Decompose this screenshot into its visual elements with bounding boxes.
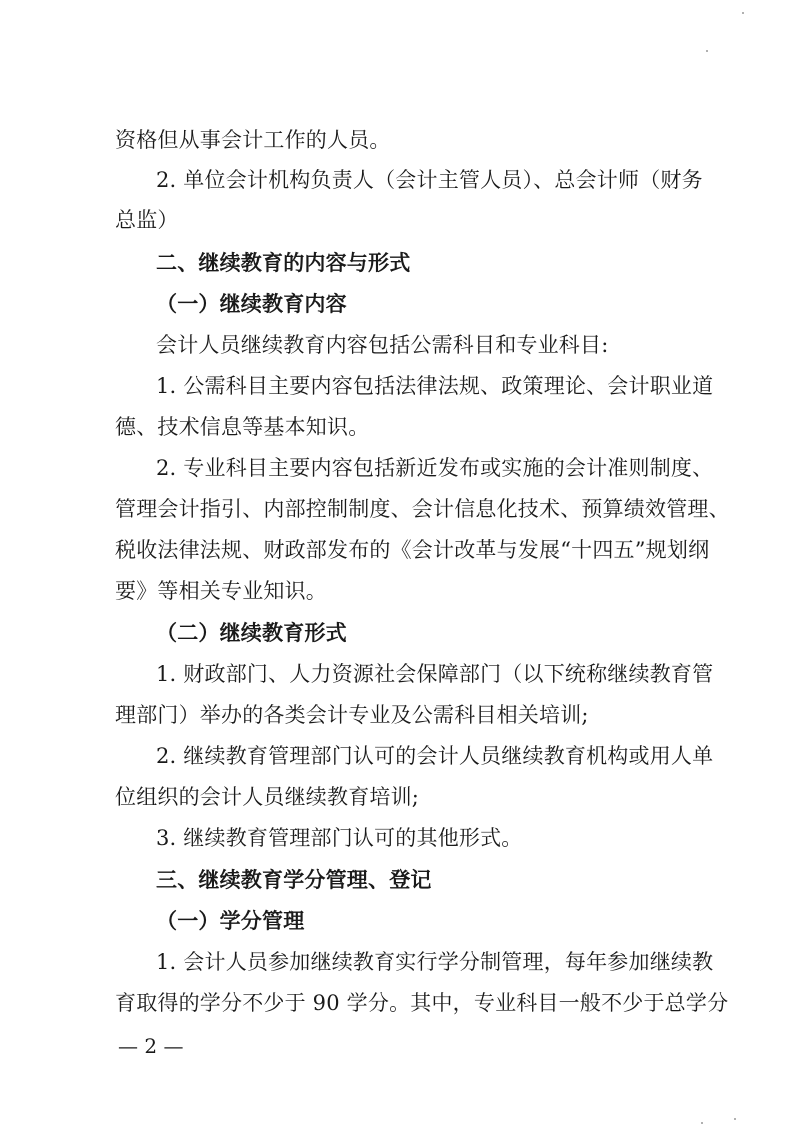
text-line: 位组织的会计人员继续教育培训; bbox=[115, 785, 420, 809]
subsection-heading: （一）继续教育内容 bbox=[156, 291, 347, 316]
section-heading: 三、继续教育学分管理、登记 bbox=[156, 867, 432, 892]
text-line: 1. 会计人员参加继续教育实行学分制管理，每年参加继续教 bbox=[156, 950, 714, 974]
text-line: 育取得的学分不少于 90 学分。其中，专业科目一般不少于总学分 bbox=[115, 991, 729, 1015]
subsection-heading: （二）继续教育形式 bbox=[156, 620, 347, 645]
subsection-heading: （一）学分管理 bbox=[156, 908, 305, 933]
scan-speck bbox=[742, 12, 744, 14]
text-line: 会计人员继续教育内容包括公需科目和专业科目: bbox=[156, 333, 609, 357]
section-heading: 二、继续教育的内容与形式 bbox=[156, 250, 411, 275]
scan-speck bbox=[734, 1118, 736, 1120]
text-line: 2. 继续教育管理部门认可的会计人员继续教育机构或用人单 bbox=[156, 744, 714, 768]
text-line: 1. 财政部门、人力资源社会保障部门（以下统称继续教育管 bbox=[156, 662, 714, 686]
text-line: 2. 单位会计机构负责人（会计主管人员）、总会计师（财务 bbox=[156, 168, 703, 192]
text-line: 理部门）举办的各类会计专业及公需科目相关培训; bbox=[115, 703, 589, 727]
text-line: 1. 公需科目主要内容包括法律法规、政策理论、会计职业道 bbox=[156, 374, 714, 398]
text-line: 总监） bbox=[115, 208, 179, 232]
text-line: 资格但从事会计工作的人员。 bbox=[115, 128, 391, 152]
page-number: — 2 — bbox=[118, 1034, 184, 1058]
scan-speck bbox=[706, 50, 708, 52]
text-line: 要》等相关专业知识。 bbox=[115, 579, 327, 603]
text-line: 税收法律法规、财政部发布的《会计改革与发展“十四五”规划纲 bbox=[115, 538, 710, 562]
text-line: 管理会计指引、内部控制制度、会计信息化技术、预算绩效管理、 bbox=[115, 497, 730, 521]
text-line: 3. 继续教育管理部门认可的其他形式。 bbox=[156, 826, 523, 850]
text-line: 2. 专业科目主要内容包括新近发布或实施的会计准则制度、 bbox=[156, 456, 714, 480]
scan-speck bbox=[701, 1122, 703, 1124]
text-line: 德、技术信息等基本知识。 bbox=[115, 415, 370, 439]
